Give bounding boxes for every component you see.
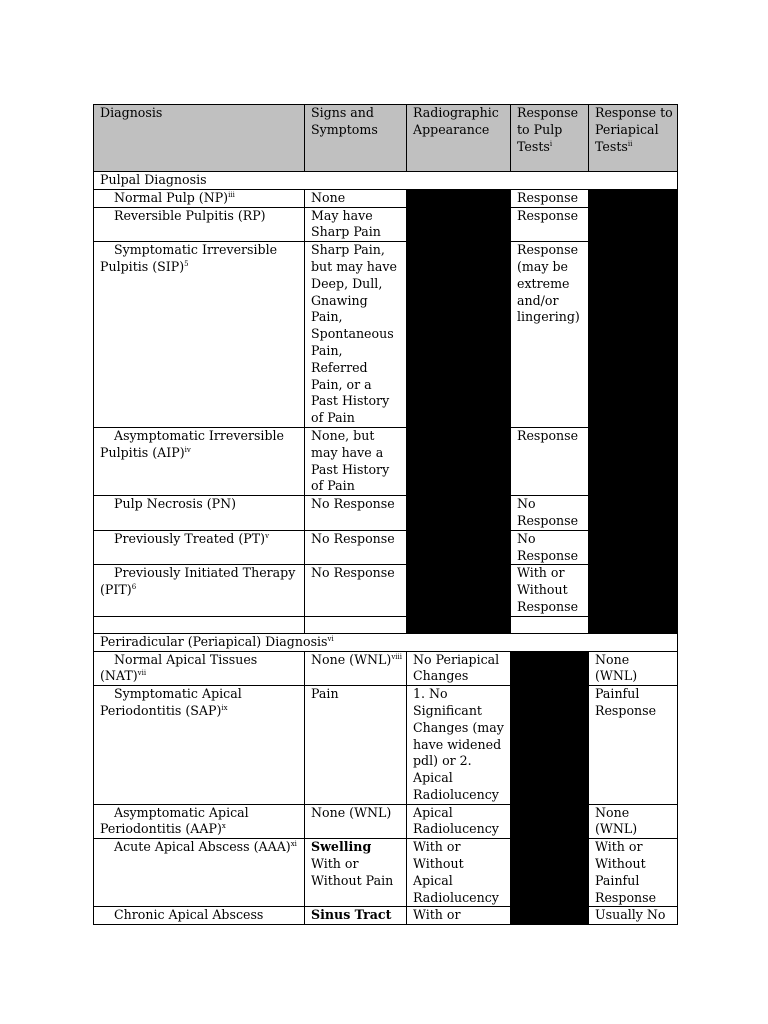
header-periapical-tests [589,105,678,172]
section-title-pulpal: Pulpal Diagnosis [94,172,678,190]
radiographic-cell: 1. No Significant Changes (may have widened pdl) or 2. Apical Radiolucency [407,686,511,805]
table-row [94,839,678,907]
section-title-periradicular-label: Periradicular (Periapical) Diagnosis [100,633,328,649]
diagnosis-label: Symptomatic Irreversible Pulpitis (SIP) [100,242,278,274]
signs-cell: May have Sharp Pain [305,207,407,242]
table-row [94,189,678,207]
pulp-response-cell: Response (may be extreme and/or lingering) [511,242,589,428]
diagnosis-cell [94,839,305,907]
periapical-response-cell: Painful Response [589,686,678,805]
diagnosis-cell [94,907,305,925]
signs-cell: None (WNL) [305,804,407,839]
periapical-response-cell: None (WNL) [589,804,678,839]
diagnosis-footnote: 5 [184,259,189,268]
signs-bold-text: Swelling [311,839,372,855]
diagnosis-label: Asymptomatic Apical Periodontitis (AAP) [100,804,249,837]
diagnosis-label: Acute Apical Abscess (AAA) [114,839,291,855]
section-row-pulpal [94,172,678,190]
signs-cell: None [305,189,407,207]
periapical-response-cell: Usually No [589,907,678,925]
header-signs: Signs and Symptoms [305,105,407,172]
diagnosis-footnote: ix [221,703,228,712]
signs-cell [305,651,407,686]
header-pulp-tests [511,105,589,172]
diagnosis-cell [94,496,305,531]
periapical-response-cell: None (WNL) [589,651,678,686]
pulp-response-cell: Response [511,427,589,495]
header-periapical-tests-label: Response to Periapical Tests [595,105,673,154]
pulp-response-cell: Response [511,189,589,207]
diagnosis-footnote: iv [184,445,191,454]
signs-footnote: viii [391,652,402,661]
signs-text: None (WNL) [311,651,392,667]
diagnosis-cell [94,242,305,428]
signs-cell [305,907,407,925]
periapical-response-cell: With or Without Painful Response [589,839,678,907]
diagnosis-footnote: iii [228,190,235,199]
empty-cell [511,616,589,633]
diagnosis-cell [94,686,305,805]
section-row-periradicular [94,633,678,651]
table-row [94,907,678,925]
header-pulp-tests-footnote: i [549,139,553,148]
diagnosis-label: Symptomatic Apical Periodontitis (SAP) [100,686,242,718]
signs-cell: Sharp Pain, but may have Deep, Dull, Gnawing Pain, Spontaneous Pain, Referred Pain, or a Past History of Pain [305,242,407,428]
radiographic-blacked-out [407,189,511,633]
diagnosis-label: Chronic Apical Abscess [114,907,264,923]
diagnosis-cell [94,427,305,495]
signs-cell: No Response [305,565,407,616]
pulp-response-cell: With or Without Response [511,565,589,616]
header-periapical-tests-footnote: ii [627,139,633,148]
diagnosis-cell [94,651,305,686]
diagnosis-footnote: xi [290,840,297,849]
table-row [94,804,678,839]
section-title-periradicular [94,633,678,651]
empty-cell [305,616,407,633]
diagnosis-label: Reversible Pulpitis (RP) [114,207,266,223]
signs-cell: None, but may have a Past History of Pain [305,427,407,495]
pulp-response-cell: Response [511,207,589,242]
diagnosis-footnote: 6 [131,583,137,592]
diagnosis-cell [94,207,305,242]
periapical-blacked-out [589,189,678,633]
pulp-response-cell: No Response [511,496,589,531]
empty-cell [94,616,305,633]
diagnosis-cell [94,189,305,207]
signs-bold-text: Sinus Tract [311,907,392,923]
diagnosis-cell [94,804,305,839]
diagnosis-label: Previously Initiated Therapy (PIT) [100,565,296,598]
header-radiographic: Radiographic Appearance [407,105,511,172]
radiographic-cell: With or Without Apical Radiolucency [407,839,511,907]
diagnosis-label: Asymptomatic Irreversible Pulpitis (AIP) [100,427,285,460]
diagnosis-footnote: v [265,531,270,540]
diagnosis-footnote: vii [137,669,147,678]
header-pulp-tests-label: Response to Pulp Tests [517,105,579,154]
radiographic-cell: Apical Radiolucency [407,804,511,839]
pulp-tests-blacked-out [511,651,589,925]
diagnosis-label: Previously Treated (PT) [114,530,266,546]
diagnosis-label: Pulp Necrosis (PN) [114,496,237,512]
signs-cell: Pain [305,686,407,805]
diagnosis-cell [94,530,305,565]
diagnosis-label: Normal Apical Tissues (NAT) [100,651,258,684]
diagnosis-table [93,104,678,925]
diagnosis-label: Normal Pulp (NP) [114,189,229,205]
header-row [94,105,678,172]
pulp-response-cell: No Response [511,530,589,565]
radiographic-cell: With or [407,907,511,925]
header-diagnosis: Diagnosis [94,105,305,172]
table-row [94,651,678,686]
diagnosis-cell [94,565,305,616]
signs-cell: No Response [305,530,407,565]
signs-text: With or Without Pain [311,856,394,888]
radiographic-cell: No Periapical Changes [407,651,511,686]
diagnosis-footnote: x [221,822,226,831]
signs-cell: No Response [305,496,407,531]
table-row [94,686,678,805]
section-title-footnote: vi [327,634,334,643]
signs-cell [305,839,407,907]
